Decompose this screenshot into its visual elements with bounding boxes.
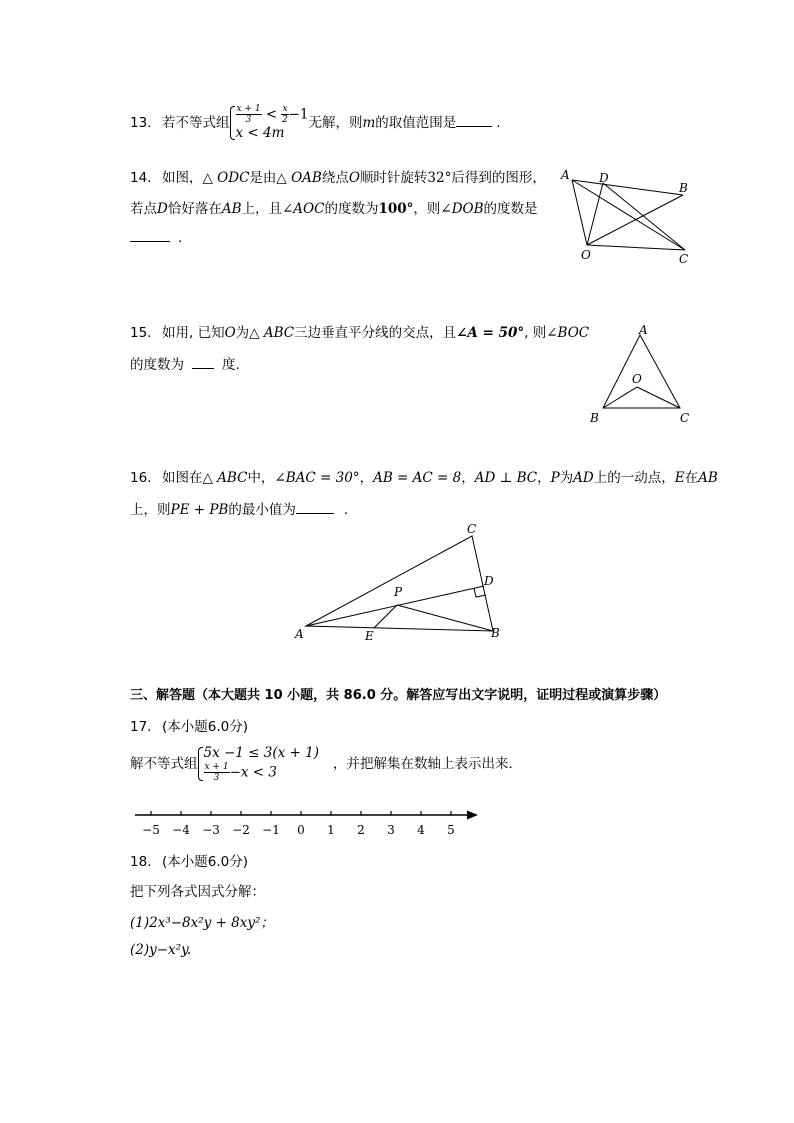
q18-item-1: (1)2x³−8x²y + 8xy²； (130, 915, 274, 931)
q13-number: 13. (130, 115, 152, 131)
q17-number: 17. (130, 719, 152, 735)
q14-segment-dc (603, 183, 685, 250)
q14-segment-bo (587, 195, 683, 245)
q18-score: (本小题6.0分) (162, 854, 249, 870)
q16-triangle-abc (306, 536, 493, 631)
q16-label-d: D (484, 574, 494, 588)
q14-segment-ab (572, 180, 683, 195)
q13-inequality-system: $\frac{x + 1}{3}$ < $\frac{x}{2}$ −1 x < 4m (230, 104, 309, 142)
q17-score: (本小题6.0分) (162, 719, 249, 735)
q16-label-a: A (295, 627, 304, 641)
question-14-line-1: 14. 如图，△ ODC是由△ OAB绕点O顺时针旋转32°后得到的图形， (130, 170, 546, 186)
q14-label-a: A (561, 168, 570, 182)
q18-intro: 把下列各式因式分解： (130, 884, 265, 900)
number-line-tick-label: −3 (202, 823, 220, 837)
q16-label-c: C (467, 522, 477, 536)
number-line-tick-label: 0 (297, 823, 305, 837)
q15-figure (585, 320, 695, 432)
number-line-tick-label: −1 (262, 823, 280, 837)
question-15-line-1: 15. 如用, 已知O为△ ABC三边垂直平分线的交点，且∠A = 50°, 则∠BOC (130, 325, 590, 341)
q13-prefix: 若不等式组 (162, 115, 230, 131)
section-3-heading: 三、解答题（本大题共 10 小题，共 86.0 分。解答应写出文字说明，证明过程或演算步骤） (130, 688, 667, 703)
question-16-line-2: 上，则PE + PB的最小值为 . (130, 502, 349, 518)
number-line-tick-label: −4 (172, 823, 190, 837)
question-18-header (130, 850, 248, 870)
q18-item-2: (2)y−x²y. (130, 942, 192, 958)
number-line-tick-label: 4 (417, 823, 425, 837)
q15-segment-oc (637, 387, 680, 408)
question-17-header (130, 715, 248, 735)
question-13: 13. 若不等式组 $\frac{x + 1}{3}$ < $\frac{x}{2}$ −1 x < 4m 无解，则m的取值范围是 . (130, 104, 501, 141)
q15-label-o: O (632, 372, 642, 386)
number-line-tick-label: 2 (357, 823, 365, 837)
q14-segment-ac (572, 180, 685, 250)
q16-number: 16. (130, 470, 152, 486)
q16-figure (285, 518, 510, 648)
number-line-arrow-icon (467, 811, 478, 820)
q17-inequality-system: 5x −1 ≤ 3(x + 1) $\frac{x + 1}{3}$ −x < 3 (198, 745, 320, 783)
q15-number: 15. (130, 325, 152, 341)
number-line-tick-label: 3 (387, 823, 395, 837)
q16-label-e: E (365, 629, 374, 643)
q14-figure (555, 165, 700, 270)
q13-answer-blank[interactable] (456, 115, 492, 127)
q15-label-b: B (590, 411, 599, 425)
number-line-tick-label: 1 (327, 823, 335, 837)
q16-label-b: B (491, 626, 500, 640)
q17-number-line (130, 805, 485, 840)
question-14-line-3: . (130, 230, 182, 246)
q18-number: 18. (130, 854, 152, 870)
question-14-line-2: 若点D恰好落在AB上，且∠AOC的度数为100°，则∠DOB的度数是 (130, 201, 538, 217)
q15-label-a: A (639, 323, 648, 337)
question-15-line-2: 的度数为 度. (130, 357, 240, 373)
q14-label-b: B (679, 181, 688, 195)
number-line-tick-label: −2 (232, 823, 250, 837)
question-16-line-1: 16. 如图在△ ABC中，∠BAC = 30°，AB = AC = 8，AD ⊥ BC，P为AD上的一动点，E在AB (130, 470, 718, 486)
q14-answer-blank[interactable] (130, 230, 170, 242)
q15-label-c: C (680, 411, 690, 425)
q16-answer-blank[interactable] (296, 502, 334, 514)
q16-label-p: P (394, 585, 403, 599)
q14-number: 14. (130, 170, 152, 186)
q14-segment-ao (572, 180, 587, 245)
q14-label-o: O (581, 248, 591, 262)
question-17-body: 解不等式组 5x −1 ≤ 3(x + 1) $\frac{x + 1}{3}$ −x < 3 ，并把解集在数轴上表示出来． (130, 745, 523, 783)
q14-segment-oc (587, 245, 685, 250)
q15-answer-blank[interactable] (192, 357, 214, 369)
number-line-tick-label: −5 (142, 823, 160, 837)
q16-segment-pb (397, 605, 493, 631)
q14-label-d: D (599, 171, 609, 185)
q14-segment-do (587, 183, 603, 245)
number-line-tick-label: 5 (447, 823, 455, 837)
q14-label-c: C (679, 252, 689, 266)
